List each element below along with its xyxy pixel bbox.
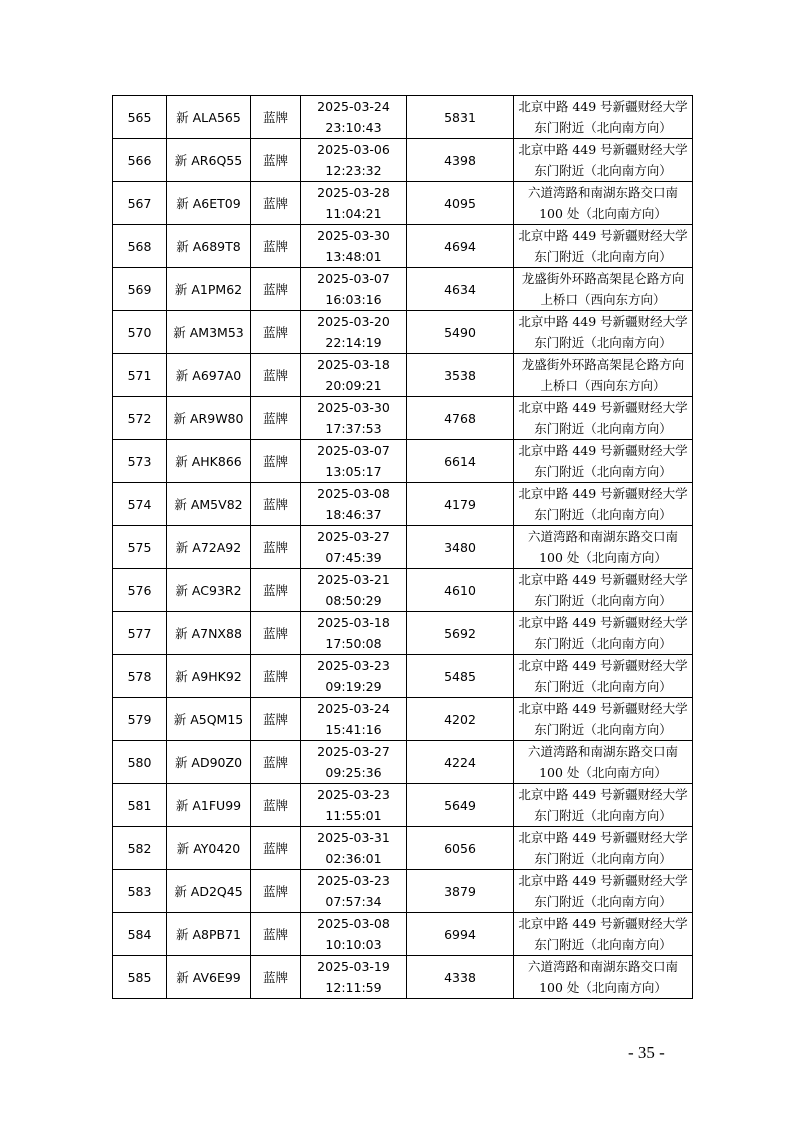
- cell-location: [514, 354, 693, 397]
- cell-datetime: [301, 655, 407, 698]
- cell-location: [514, 870, 693, 913]
- cell-plate: 新 A7NX88: [167, 612, 251, 655]
- table-row: [113, 440, 693, 483]
- cell-datetime: [301, 956, 407, 999]
- table-row: [113, 569, 693, 612]
- cell-number: 565: [113, 96, 167, 139]
- cell-plate-color: 蓝牌: [251, 741, 301, 784]
- cell-value: 4610: [407, 569, 514, 612]
- cell-number: 581: [113, 784, 167, 827]
- cell-datetime-line-2: 07:45:39: [325, 550, 382, 565]
- table-row: [113, 483, 693, 526]
- cell-location-line-1: 六道湾路和南湖东路交口南: [527, 529, 678, 544]
- cell-datetime-line-2: 11:04:21: [325, 206, 382, 221]
- cell-number: 572: [113, 397, 167, 440]
- cell-location-line-1: 北京中路 449 号新疆财经大学: [518, 99, 688, 114]
- cell-plate: 新 A8PB71: [167, 913, 251, 956]
- cell-datetime-line-1: 2025-03-27: [317, 744, 390, 759]
- cell-value: 6614: [407, 440, 514, 483]
- cell-datetime-line-2: 09:25:36: [325, 765, 382, 780]
- cell-number: 574: [113, 483, 167, 526]
- cell-location-line-1: 北京中路 449 号新疆财经大学: [518, 142, 688, 157]
- cell-location-line-2: 东门附近（北向南方向）: [534, 894, 672, 909]
- cell-location-line-2: 东门附近（北向南方向）: [534, 722, 672, 737]
- cell-plate-color: 蓝牌: [251, 655, 301, 698]
- cell-number: 571: [113, 354, 167, 397]
- table-row: [113, 784, 693, 827]
- cell-plate: 新 A1FU99: [167, 784, 251, 827]
- cell-datetime-line-2: 20:09:21: [325, 378, 382, 393]
- cell-datetime-line-1: 2025-03-08: [317, 486, 390, 501]
- cell-plate-color: 蓝牌: [251, 268, 301, 311]
- cell-datetime: [301, 225, 407, 268]
- cell-location-line-2: 东门附近（北向南方向）: [534, 464, 672, 479]
- cell-location: [514, 612, 693, 655]
- table-row: [113, 741, 693, 784]
- cell-datetime-line-2: 08:50:29: [325, 593, 382, 608]
- cell-plate: 新 AR6Q55: [167, 139, 251, 182]
- cell-location: [514, 311, 693, 354]
- table-row: [113, 956, 693, 999]
- cell-value: 5692: [407, 612, 514, 655]
- cell-value: 4224: [407, 741, 514, 784]
- cell-plate: 新 A9HK92: [167, 655, 251, 698]
- table-row: [113, 139, 693, 182]
- cell-value: 3538: [407, 354, 514, 397]
- table-row: [113, 311, 693, 354]
- cell-location: [514, 526, 693, 569]
- cell-datetime-line-2: 17:37:53: [325, 421, 382, 436]
- cell-location-line-2: 东门附近（北向南方向）: [534, 421, 672, 436]
- cell-plate-color: 蓝牌: [251, 784, 301, 827]
- cell-location-line-1: 北京中路 449 号新疆财经大学: [518, 658, 688, 673]
- cell-plate: 新 A697A0: [167, 354, 251, 397]
- cell-number: 568: [113, 225, 167, 268]
- cell-location: [514, 483, 693, 526]
- cell-plate-color: 蓝牌: [251, 354, 301, 397]
- cell-datetime-line-2: 15:41:16: [325, 722, 382, 737]
- cell-number: 576: [113, 569, 167, 612]
- cell-number: 582: [113, 827, 167, 870]
- cell-number: 583: [113, 870, 167, 913]
- cell-datetime-line-1: 2025-03-19: [317, 959, 390, 974]
- cell-datetime-line-2: 09:19:29: [325, 679, 382, 694]
- cell-location-line-2: 东门附近（北向南方向）: [534, 851, 672, 866]
- cell-plate: 新 AM5V82: [167, 483, 251, 526]
- cell-value: 4694: [407, 225, 514, 268]
- cell-datetime-line-2: 12:23:32: [325, 163, 382, 178]
- table-row: [113, 182, 693, 225]
- cell-location-line-2: 东门附近（北向南方向）: [534, 679, 672, 694]
- cell-datetime-line-2: 23:10:43: [325, 120, 382, 135]
- cell-location-line-1: 北京中路 449 号新疆财经大学: [518, 916, 688, 931]
- cell-location-line-1: 龙盛街外环路高架昆仑路方向: [521, 271, 685, 286]
- cell-datetime-line-2: 07:57:34: [325, 894, 382, 909]
- cell-value: 4398: [407, 139, 514, 182]
- cell-datetime-line-1: 2025-03-23: [317, 873, 390, 888]
- cell-location: [514, 655, 693, 698]
- cell-plate-color: 蓝牌: [251, 440, 301, 483]
- cell-location-line-2: 100 处（北向南方向）: [539, 206, 667, 221]
- cell-location: [514, 698, 693, 741]
- table-row: [113, 827, 693, 870]
- cell-datetime-line-1: 2025-03-31: [317, 830, 390, 845]
- cell-location: [514, 741, 693, 784]
- cell-location: [514, 397, 693, 440]
- cell-datetime-line-1: 2025-03-07: [317, 271, 390, 286]
- cell-location-line-2: 100 处（北向南方向）: [539, 550, 667, 565]
- cell-datetime-line-1: 2025-03-28: [317, 185, 390, 200]
- cell-plate: 新 AD90Z0: [167, 741, 251, 784]
- cell-datetime: [301, 139, 407, 182]
- cell-location-line-1: 北京中路 449 号新疆财经大学: [518, 830, 688, 845]
- cell-location-line-2: 东门附近（北向南方向）: [534, 249, 672, 264]
- cell-number: 577: [113, 612, 167, 655]
- cell-plate-color: 蓝牌: [251, 612, 301, 655]
- table-row: [113, 913, 693, 956]
- table-row: [113, 612, 693, 655]
- cell-location-line-2: 上桥口（西向东方向）: [540, 378, 666, 393]
- table-row: [113, 655, 693, 698]
- cell-datetime-line-2: 22:14:19: [325, 335, 382, 350]
- cell-location: [514, 225, 693, 268]
- cell-plate: 新 AY0420: [167, 827, 251, 870]
- cell-value: 4202: [407, 698, 514, 741]
- cell-value: 4338: [407, 956, 514, 999]
- cell-datetime-line-1: 2025-03-30: [317, 400, 390, 415]
- cell-value: 6994: [407, 913, 514, 956]
- cell-plate: 新 AHK866: [167, 440, 251, 483]
- cell-plate-color: 蓝牌: [251, 139, 301, 182]
- cell-plate: 新 AC93R2: [167, 569, 251, 612]
- cell-number: 585: [113, 956, 167, 999]
- cell-datetime: [301, 96, 407, 139]
- cell-datetime-line-1: 2025-03-27: [317, 529, 390, 544]
- cell-number: 569: [113, 268, 167, 311]
- cell-location: [514, 96, 693, 139]
- cell-datetime-line-1: 2025-03-07: [317, 443, 390, 458]
- cell-datetime: [301, 354, 407, 397]
- cell-number: 567: [113, 182, 167, 225]
- cell-datetime-line-1: 2025-03-24: [317, 701, 390, 716]
- cell-datetime-line-1: 2025-03-21: [317, 572, 390, 587]
- cell-location-line-2: 东门附近（北向南方向）: [534, 120, 672, 135]
- cell-plate-color: 蓝牌: [251, 225, 301, 268]
- cell-datetime-line-2: 10:10:03: [325, 937, 382, 952]
- cell-plate-color: 蓝牌: [251, 698, 301, 741]
- cell-location-line-2: 东门附近（北向南方向）: [534, 636, 672, 651]
- cell-datetime: [301, 913, 407, 956]
- cell-datetime-line-2: 12:11:59: [325, 980, 382, 995]
- cell-value: 3480: [407, 526, 514, 569]
- cell-plate-color: 蓝牌: [251, 569, 301, 612]
- cell-datetime-line-1: 2025-03-06: [317, 142, 390, 157]
- cell-location-line-2: 上桥口（西向东方向）: [540, 292, 666, 307]
- cell-location-line-2: 100 处（北向南方向）: [539, 765, 667, 780]
- cell-plate: 新 AD2Q45: [167, 870, 251, 913]
- cell-location-line-1: 北京中路 449 号新疆财经大学: [518, 400, 688, 415]
- cell-datetime: [301, 397, 407, 440]
- cell-location-line-1: 北京中路 449 号新疆财经大学: [518, 787, 688, 802]
- cell-location: [514, 784, 693, 827]
- cell-plate: 新 A1PM62: [167, 268, 251, 311]
- cell-value: 4768: [407, 397, 514, 440]
- cell-location-line-2: 东门附近（北向南方向）: [534, 335, 672, 350]
- cell-number: 575: [113, 526, 167, 569]
- cell-number: 579: [113, 698, 167, 741]
- cell-location-line-1: 六道湾路和南湖东路交口南: [527, 959, 678, 974]
- cell-number: 570: [113, 311, 167, 354]
- cell-plate: 新 A5QM15: [167, 698, 251, 741]
- cell-location-line-1: 龙盛街外环路高架昆仑路方向: [521, 357, 685, 372]
- table-row: [113, 96, 693, 139]
- cell-location-line-1: 北京中路 449 号新疆财经大学: [518, 572, 688, 587]
- cell-plate-color: 蓝牌: [251, 96, 301, 139]
- cell-datetime-line-2: 16:03:16: [325, 292, 382, 307]
- cell-location-line-2: 东门附近（北向南方向）: [534, 808, 672, 823]
- cell-location-line-1: 北京中路 449 号新疆财经大学: [518, 314, 688, 329]
- cell-datetime-line-2: 13:05:17: [325, 464, 382, 479]
- table-row: [113, 526, 693, 569]
- cell-location-line-1: 北京中路 449 号新疆财经大学: [518, 615, 688, 630]
- cell-datetime-line-1: 2025-03-18: [317, 357, 390, 372]
- cell-location-line-1: 北京中路 449 号新疆财经大学: [518, 486, 688, 501]
- cell-location: [514, 569, 693, 612]
- cell-datetime-line-1: 2025-03-18: [317, 615, 390, 630]
- table-row: [113, 268, 693, 311]
- cell-datetime-line-1: 2025-03-23: [317, 787, 390, 802]
- cell-location-line-1: 六道湾路和南湖东路交口南: [527, 185, 678, 200]
- cell-plate: 新 A72A92: [167, 526, 251, 569]
- cell-datetime: [301, 440, 407, 483]
- cell-datetime: [301, 268, 407, 311]
- cell-value: 3879: [407, 870, 514, 913]
- table-row: [113, 225, 693, 268]
- cell-datetime: [301, 870, 407, 913]
- cell-location: [514, 139, 693, 182]
- cell-location: [514, 956, 693, 999]
- cell-datetime: [301, 784, 407, 827]
- cell-datetime: [301, 311, 407, 354]
- cell-plate-color: 蓝牌: [251, 483, 301, 526]
- cell-location: [514, 440, 693, 483]
- cell-plate-color: 蓝牌: [251, 526, 301, 569]
- cell-datetime: [301, 182, 407, 225]
- table-row: [113, 397, 693, 440]
- cell-plate-color: 蓝牌: [251, 827, 301, 870]
- cell-plate-color: 蓝牌: [251, 870, 301, 913]
- table-row: [113, 870, 693, 913]
- cell-value: 4634: [407, 268, 514, 311]
- cell-number: 566: [113, 139, 167, 182]
- cell-location-line-1: 北京中路 449 号新疆财经大学: [518, 873, 688, 888]
- cell-plate-color: 蓝牌: [251, 397, 301, 440]
- records-table-body: [113, 96, 693, 999]
- cell-value: 4179: [407, 483, 514, 526]
- cell-datetime: [301, 526, 407, 569]
- cell-location-line-2: 100 处（北向南方向）: [539, 980, 667, 995]
- cell-datetime: [301, 741, 407, 784]
- cell-datetime-line-1: 2025-03-08: [317, 916, 390, 931]
- cell-location: [514, 913, 693, 956]
- cell-plate: 新 AM3M53: [167, 311, 251, 354]
- cell-plate: 新 AV6E99: [167, 956, 251, 999]
- cell-datetime-line-2: 18:46:37: [325, 507, 382, 522]
- cell-datetime-line-1: 2025-03-20: [317, 314, 390, 329]
- cell-number: 584: [113, 913, 167, 956]
- cell-plate-color: 蓝牌: [251, 956, 301, 999]
- cell-datetime-line-2: 11:55:01: [325, 808, 382, 823]
- cell-location: [514, 182, 693, 225]
- cell-plate: 新 A689T8: [167, 225, 251, 268]
- cell-location-line-1: 六道湾路和南湖东路交口南: [527, 744, 678, 759]
- cell-datetime: [301, 612, 407, 655]
- cell-datetime-line-2: 17:50:08: [325, 636, 382, 651]
- cell-datetime: [301, 698, 407, 741]
- cell-location: [514, 827, 693, 870]
- cell-location-line-1: 北京中路 449 号新疆财经大学: [518, 701, 688, 716]
- cell-plate: 新 AR9W80: [167, 397, 251, 440]
- cell-location-line-2: 东门附近（北向南方向）: [534, 507, 672, 522]
- cell-number: 580: [113, 741, 167, 784]
- cell-value: 5490: [407, 311, 514, 354]
- records-table: [112, 95, 693, 999]
- cell-value: 5649: [407, 784, 514, 827]
- cell-datetime-line-1: 2025-03-24: [317, 99, 390, 114]
- cell-value: 5485: [407, 655, 514, 698]
- cell-value: 5831: [407, 96, 514, 139]
- cell-datetime-line-2: 02:36:01: [325, 851, 382, 866]
- cell-value: 6056: [407, 827, 514, 870]
- table-row: [113, 698, 693, 741]
- cell-datetime: [301, 483, 407, 526]
- cell-plate-color: 蓝牌: [251, 311, 301, 354]
- cell-plate: 新 ALA565: [167, 96, 251, 139]
- table-row: [113, 354, 693, 397]
- cell-datetime-line-1: 2025-03-23: [317, 658, 390, 673]
- cell-datetime: [301, 569, 407, 612]
- cell-number: 573: [113, 440, 167, 483]
- cell-number: 578: [113, 655, 167, 698]
- cell-location-line-2: 东门附近（北向南方向）: [534, 163, 672, 178]
- cell-datetime-line-1: 2025-03-30: [317, 228, 390, 243]
- cell-value: 4095: [407, 182, 514, 225]
- cell-plate-color: 蓝牌: [251, 913, 301, 956]
- cell-datetime-line-2: 13:48:01: [325, 249, 382, 264]
- page-number: - 35 -: [628, 1043, 665, 1062]
- cell-datetime: [301, 827, 407, 870]
- cell-location-line-2: 东门附近（北向南方向）: [534, 593, 672, 608]
- cell-location: [514, 268, 693, 311]
- cell-plate: 新 A6ET09: [167, 182, 251, 225]
- cell-location-line-2: 东门附近（北向南方向）: [534, 937, 672, 952]
- cell-location-line-1: 北京中路 449 号新疆财经大学: [518, 228, 688, 243]
- cell-location-line-1: 北京中路 449 号新疆财经大学: [518, 443, 688, 458]
- cell-plate-color: 蓝牌: [251, 182, 301, 225]
